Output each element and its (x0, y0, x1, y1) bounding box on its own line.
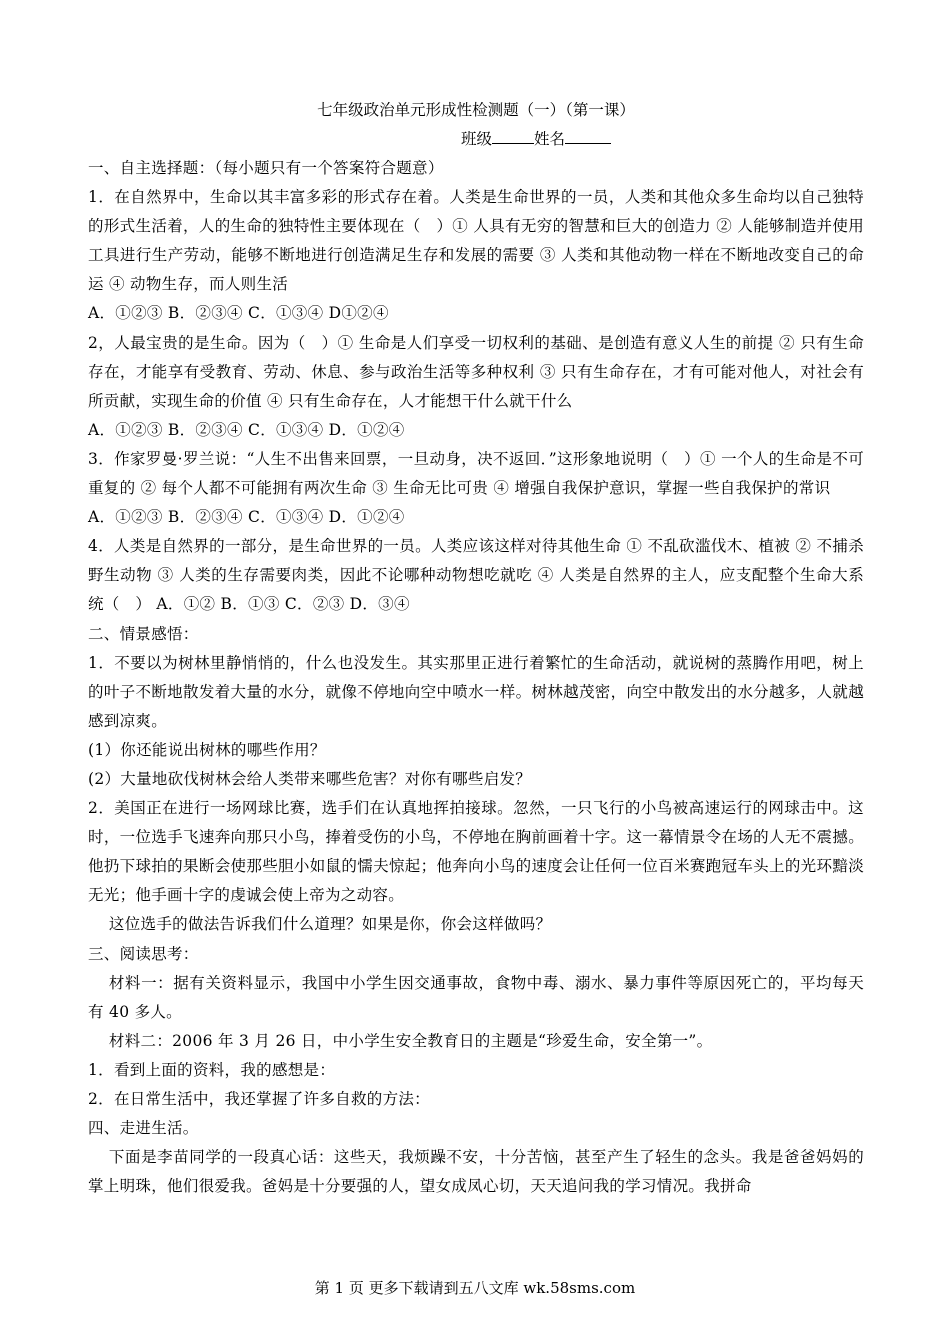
scenario-1: 1．不要以为树林里静悄悄的，什么也没发生。其实那里正进行着繁忙的生命活动，就说树的蒸腾作用吧，树上的叶子不断地散发着大量的水分，就像不停地向空中喷水一样。树林越茂密，向空中散发出的水分越多，人就越感到凉爽。 (88, 653, 864, 730)
page-footer: 第 1 页 更多下载请到五八文库 wk.58sms.com (314, 1279, 636, 1297)
section-3-heading: 三、阅读思考： (88, 944, 199, 963)
reading-q1: 1．看到上面的资料，我的感想是： (88, 1060, 336, 1079)
material-2: 材料二：2006 年 3 月 26 日，中小学生安全教育日的主题是“珍爱生命，安全第一”。 (108, 1031, 713, 1050)
scenario-1-q1: (1）你还能说出树林的哪些作用？ (88, 740, 326, 759)
name-label: 姓名 (534, 130, 566, 148)
scenario-2: 2．美国正在进行一场网球比赛，选手们在认真地挥拍接球。忽然，一只飞行的小鸟被高速运行的网球击中。这时，一位选手飞速奔向那只小鸟，捧着受伤的小鸟，不停地在胸前画着十字。这一幕情景令在场的人无不震撼。他扔下球拍的果断会使那些胆小如鼠的懦夫惊起；他奔向小鸟的速度会让任何一位百米赛跑冠车头上的光环黯淡无光；他手画十字的虔诚会使上帝为之动容。 (88, 799, 864, 905)
life-story: 下面是李苗同学的一段真心话：这些天，我烦躁不安，十分苦恼，甚至产生了轻生的念头。我是爸爸妈妈的掌上明珠，他们很爱我。爸妈是十分要强的人，望女成凤心切，天天追问我的学习情况。我拼命 (88, 1148, 864, 1196)
question-4: 4．人类是自然界的一部分，是生命世界的一员。人类应该这样对待其他生命 ① 不乱砍滥伐木、植被 ② 不捕杀野生动物 ③ 人类的生存需要肉类，因此不论哪种动物想吃就吃 ④ 人类是自然界的主人，应支配整个生命大系统（ ） A．①② B．①③ C．②③ D．③④ (88, 537, 864, 614)
class-blank (492, 128, 534, 144)
section-2-heading: 二、情景感悟： (88, 624, 199, 643)
question-1: 1．在自然界中，生命以其丰富多彩的形式存在着。人类是生命世界的一员，人类和其他众多生命均以自己独特的形式生活着，人的生命的独特性主要体现在（ ）① 人具有无穷的智慧和巨大的创造力 ② 人能够制造并使用工具进行生产劳动，能够不断地进行创造满足生存和发展的需要 ③ 人类和其他动物一样在不断地改变自己的命运 ④ 动物生存，而人则生活 (88, 188, 864, 294)
question-2: 2，人最宝贵的是生命。因为（ ）① 生命是人们享受一切权利的基础、是创造有意义人生的前提 ② 只有生命存在，才能享有受教育、劳动、休息、参与政治生活等多种权利 ③ 只有生命存在，才有可能对他人，对社会有所贡献，实现生命的价值 ④ 只有生命存在，人才能想干什么就干什么 (88, 333, 864, 410)
question-2-options: A．①②③ B．②③④ C．①③④ D．①②④ (88, 420, 405, 439)
question-3: 3．作家罗曼·罗兰说：“人生不出售来回票，一旦动身，决不返回．”这形象地说明（ ）① 一个人的生命是不可重复的 ② 每个人都不可能拥有两次生命 ③ 生命无比可贵 ④ 增强自我保护意识，掌握一些自我保护的常识 (88, 449, 864, 498)
scenario-2-question: 这位选手的做法告诉我们什么道理？如果是你，你会这样做吗？ (108, 915, 552, 934)
class-label: 班级 (460, 130, 492, 148)
document-page (88, 96, 864, 1201)
page-title: 七年级政治单元形成性检测题（一）（第一课） (317, 101, 635, 119)
question-3-options: A．①②③ B．②③④ C．①③④ D．①②④ (88, 508, 405, 527)
name-blank (565, 128, 611, 144)
section-4-heading: 四、走进生活。 (88, 1119, 199, 1138)
question-1-options: A．①②③ B．②③④ C．①③④ D①②④ (88, 304, 389, 323)
reading-q2: 2．在日常生活中，我还掌握了许多自救的方法： (88, 1090, 430, 1108)
material-1: 材料一：据有关资料显示，我国中小学生因交通事故，食物中毒、溺水、暴力事件等原因死亡的，平均每天有 40 多人。 (88, 973, 864, 1021)
section-1-heading: 一、自主选择题：（每小题只有一个答案符合题意） (88, 159, 444, 177)
scenario-1-q2: (2）大量地砍伐树林会给人类带来哪些危害？对你有哪些启发？ (88, 769, 532, 788)
student-info-line (88, 125, 864, 154)
